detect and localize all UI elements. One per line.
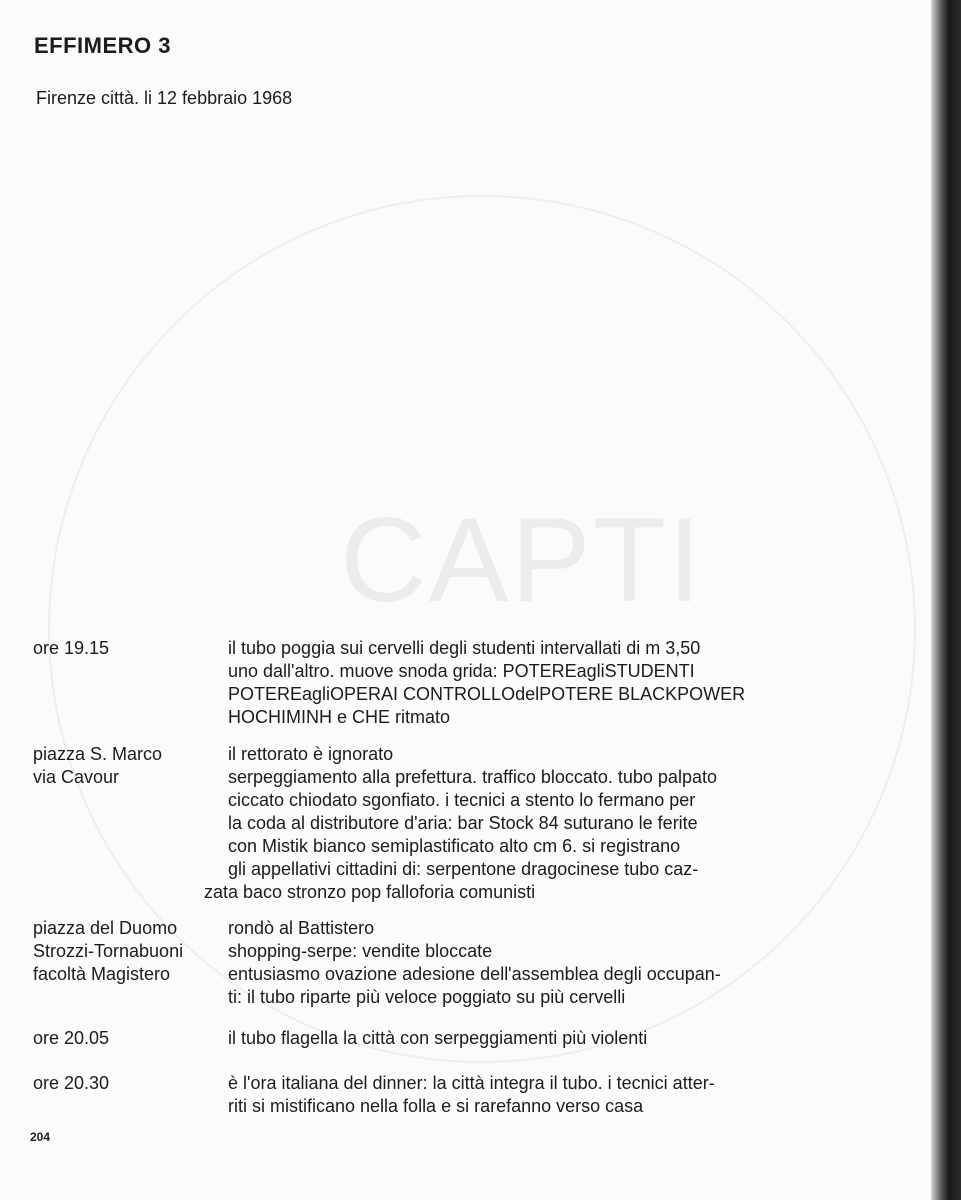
entry-line: shopping-serpe: vendite bloccate [228, 941, 493, 961]
entry-text [228, 1027, 818, 1050]
entry-label: ore 20.05 [33, 1028, 110, 1048]
entry-line: zata baco stronzo pop falloforia comunisti [204, 882, 536, 902]
entry-line: entusiasmo ovazione adesione dell'assemblea degli occupan- [228, 964, 721, 984]
entry-label: piazza S. Marco via Cavour [33, 744, 163, 787]
entry-label: piazza del Duomo Strozzi-Tornabuoni facoltà Magistero [33, 918, 184, 984]
watermark-logo: CAPTI [340, 493, 704, 627]
entry-line: il tubo flagella la città con serpeggiamenti più violenti [228, 1028, 648, 1048]
entry-label: ore 19.15 [33, 638, 110, 658]
page-number: 204 [30, 1130, 51, 1144]
dateline: Firenze città. li 12 febbraio 1968 [36, 88, 293, 108]
entry-line: ciccato chiodato sgonfiato. i tecnici a stento lo fermano per [228, 790, 696, 810]
entry-line: la coda al distributore d'aria: bar Stock 84 suturano le ferite [228, 813, 698, 833]
entry-line: gli appellativi cittadini di: serpentone dragocinese tubo caz- [228, 859, 699, 879]
entry-text [228, 637, 818, 729]
entry-line: il tubo poggia sui cervelli degli studenti intervallati di m 3,50 [228, 638, 701, 658]
entry-line: rondò al Battistero [228, 918, 375, 938]
entry-label: ore 20.30 [33, 1073, 110, 1093]
entry-line: è l'ora italiana del dinner: la città integra il tubo. i tecnici atter- [228, 1073, 715, 1093]
entry-line: con Mistik bianco semiplastificato alto cm 6. si registrano [228, 836, 681, 856]
entry-text [228, 1072, 818, 1118]
adjacent-page-edge [931, 0, 961, 1200]
entry-line: HOCHIMINH e CHE ritmato [228, 707, 451, 727]
page-title: EFFIMERO 3 [34, 33, 172, 58]
entry-text [204, 743, 818, 904]
entry-line: POTEREagliOPERAI CONTROLLOdelPOTERE BLACKPOWER [228, 684, 746, 704]
entry-line: riti si mistificano nella folla e si rarefanno verso casa [228, 1096, 644, 1116]
entry-line: ti: il tubo riparte più veloce poggiato su più cervelli [228, 987, 626, 1007]
entry-line: serpeggiamento alla prefettura. traffico bloccato. tubo palpato [228, 767, 717, 787]
entry-line: uno dall'altro. muove snoda grida: POTEREagliSTUDENTI [228, 661, 695, 681]
entry-line: il rettorato è ignorato [228, 744, 394, 764]
entry-text [228, 917, 818, 1009]
